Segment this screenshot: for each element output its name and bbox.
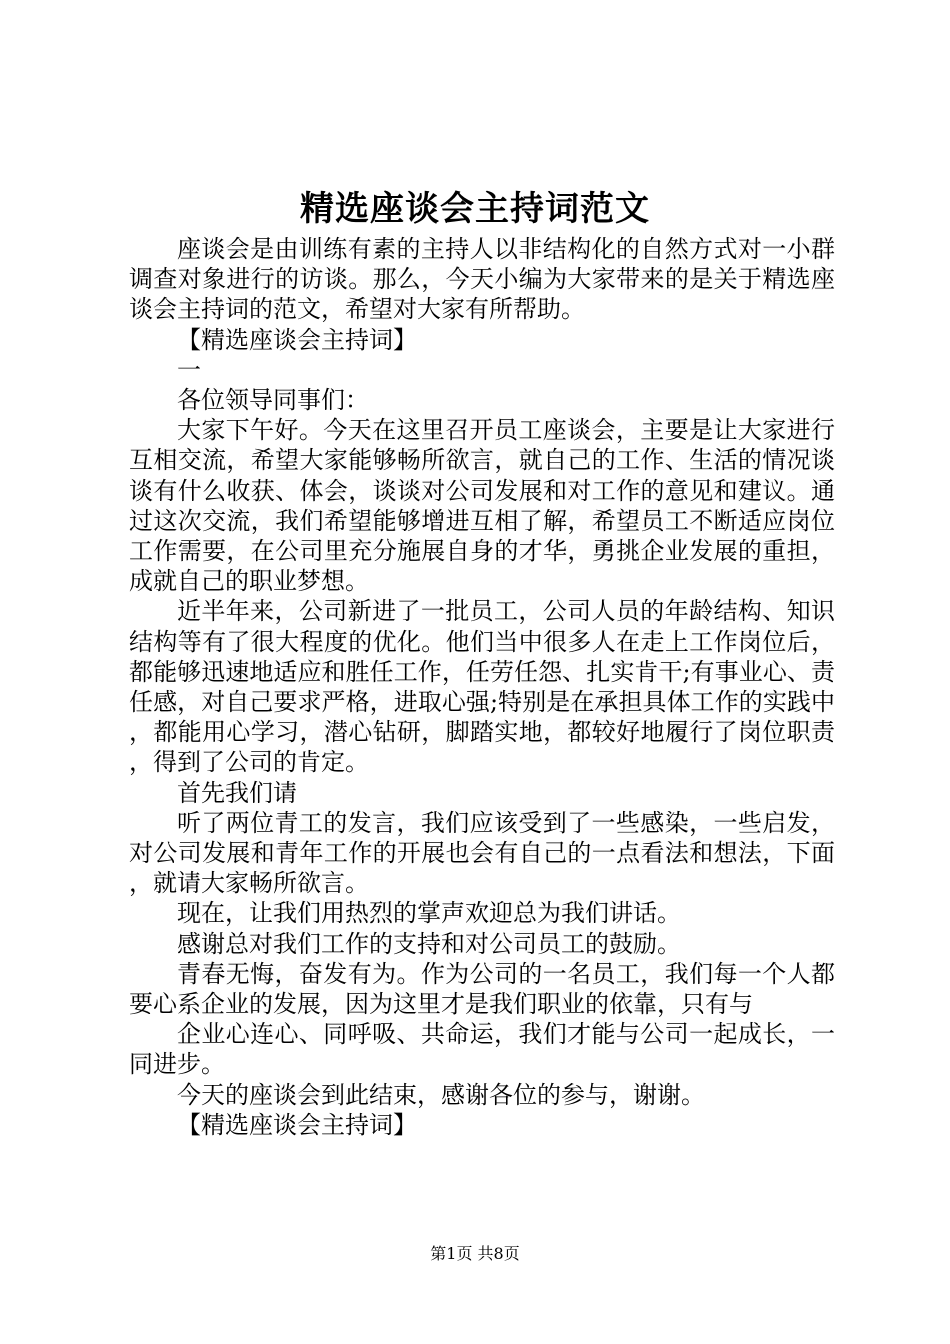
section-number: 一 <box>177 355 201 384</box>
salutation: 各位领导同事们： <box>177 386 369 415</box>
paragraph-discussion: 听了两位青工的发言，我们应该受到了一些感染，一些启发，对公司发展和青年工作的开展也会有自己的一点看法和想法，下面，就请大家畅所欲言。 <box>129 808 835 898</box>
paragraph-invite: 首先我们请 <box>177 778 297 807</box>
paragraph-progress: 企业心连心、同呼吸、共命运，我们才能与公司一起成长，一同进步。 <box>129 1020 835 1079</box>
section-heading: 【精选座谈会主持词】 <box>177 325 417 354</box>
page-footer: 第1页 共8页 <box>430 1244 520 1263</box>
section-heading-2: 【精选座谈会主持词】 <box>177 1110 417 1139</box>
paragraph-welcome: 现在，让我们用热烈的掌声欢迎总为我们讲话。 <box>177 899 681 928</box>
document-title: 精选座谈会主持词范文 <box>300 189 650 229</box>
paragraph-intro: 座谈会是由训练有素的主持人以非结构化的自然方式对一小群调查对象进行的访谈。那么，今天小编为大家带来的是关于精选座谈会主持词的范文，希望对大家有所帮助。 <box>129 235 835 324</box>
paragraph-closing: 今天的座谈会到此结束，感谢各位的参与，谢谢。 <box>177 1080 705 1109</box>
paragraph-youth: 青春无悔，奋发有为。作为公司的一名员工，我们每一个人都要心系企业的发展，因为这里才是我们职业的依靠，只有与 <box>129 959 835 1019</box>
paragraph-new-staff: 近半年来，公司新进了一批员工，公司人员的年龄结构、知识结构等有了很大程度的优化。他们当中很多人在走上工作岗位后，都能够迅速地适应和胜任工作，任劳任怨、扎实肯干;有事业心、责任感，对自己要求严格，进取心强;特别是在承担具体工作的实践中，都能用心学习，潜心钻研，脚踏实地，都较好地履行了岗位职责，得到了公司的肯定。 <box>129 597 835 777</box>
paragraph-greeting: 大家下午好。今天在这里召开员工座谈会，主要是让大家进行互相交流，希望大家能够畅所欲言，就自己的工作、生活的情况谈谈有什么收获、体会，谈谈对公司发展和对工作的意见和建议。通过这次交流，我们希望能够增进互相了解，希望员工不断适应岗位工作需要，在公司里充分施展自身的才华，勇挑企业发展的重担，成就自己的职业梦想。 <box>129 416 835 596</box>
paragraph-thanks: 感谢总对我们工作的支持和对公司员工的鼓励。 <box>177 929 681 958</box>
document-body <box>129 234 835 1140</box>
